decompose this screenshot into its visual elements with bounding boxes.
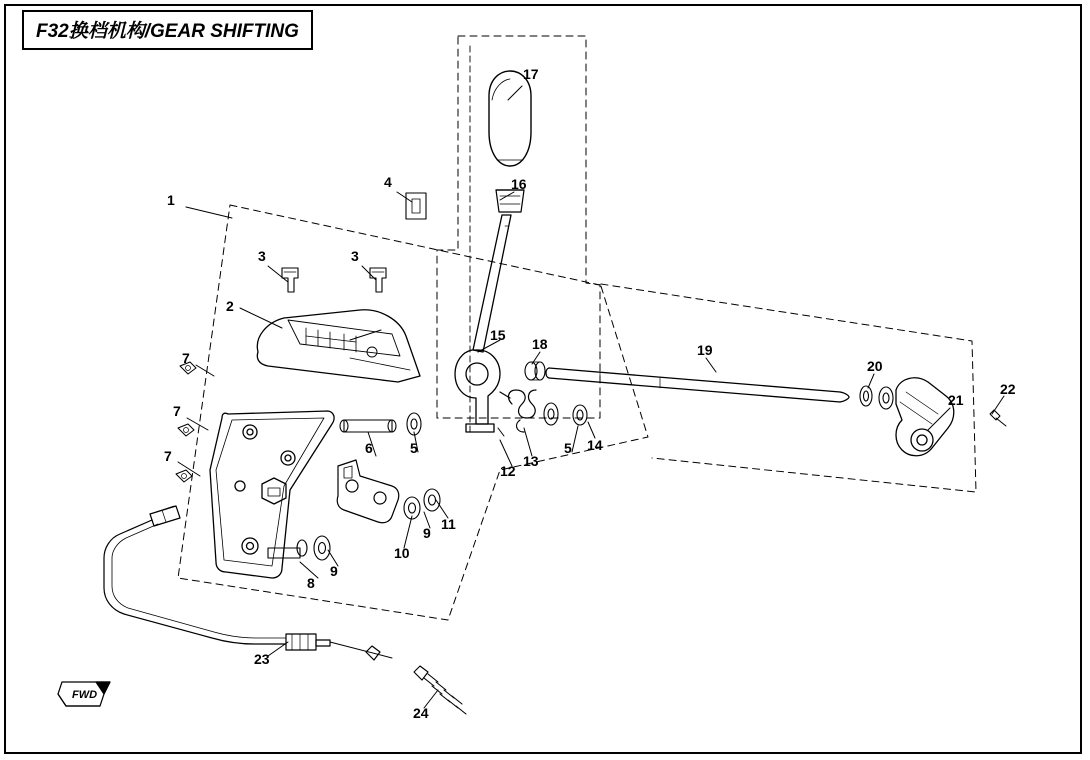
callout-2: 2 <box>226 298 234 314</box>
callout-22: 22 <box>1000 381 1016 397</box>
callout-14: 14 <box>587 437 603 453</box>
callout-7-top: 7 <box>182 350 190 366</box>
callout-3-right: 3 <box>351 248 359 264</box>
page-title-text: F32换档机构/GEAR SHIFTING <box>36 21 299 42</box>
callout-10: 10 <box>394 545 410 561</box>
callout-6: 6 <box>365 440 373 456</box>
callout-15: 15 <box>490 327 506 343</box>
callout-18: 18 <box>532 336 548 352</box>
callout-13: 13 <box>523 453 539 469</box>
callout-19: 19 <box>697 342 713 358</box>
callout-7-bottom: 7 <box>164 448 172 464</box>
callout-7-mid: 7 <box>173 403 181 419</box>
callout-21: 21 <box>948 392 964 408</box>
callout-24: 24 <box>413 705 429 721</box>
callout-11: 11 <box>441 516 456 532</box>
callout-3-left: 3 <box>258 248 266 264</box>
callout-1: 1 <box>167 192 175 208</box>
callout-4: 4 <box>384 174 392 190</box>
callout-5-left: 5 <box>410 440 418 456</box>
callout-9-right: 9 <box>423 525 431 541</box>
callout-5-right: 5 <box>564 440 572 456</box>
page-title <box>22 10 313 50</box>
callout-20: 20 <box>867 358 883 374</box>
callout-23: 23 <box>254 651 270 667</box>
callout-9-left: 9 <box>330 563 338 579</box>
callout-12: 12 <box>500 463 516 479</box>
fwd-direction-label: FWD <box>72 689 98 701</box>
callout-8: 8 <box>307 575 315 591</box>
callout-16: 16 <box>511 176 527 192</box>
callout-17: 17 <box>523 66 539 82</box>
